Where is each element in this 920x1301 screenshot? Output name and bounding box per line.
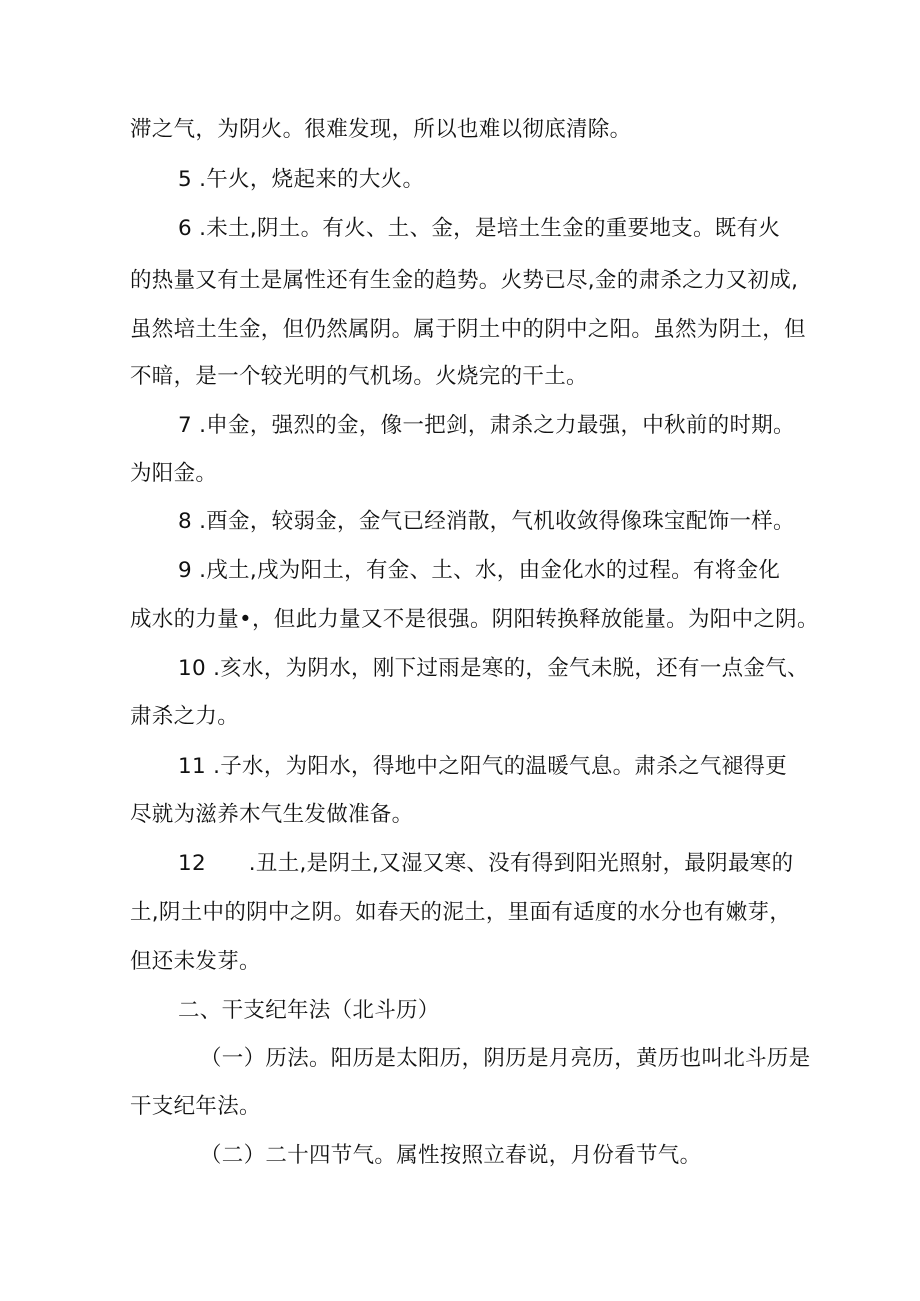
text-line: 成水的力量•，但此力量又不是很强。阴阳转换释放能量。为阳中之阴。 (130, 607, 819, 632)
list-item-8: 8 .酉金，较弱金，金气已经消散，气机收敛得像珠宝配饰一样。 (178, 509, 795, 534)
list-item-10: 10 .亥水，为阴水，刚下过雨是寒的，金气未脱，还有一点金气、 (178, 656, 809, 681)
list-item-12: 12 .丑土,是阴土,又湿又寒、没有得到阳光照射，最阴最寒的 (178, 851, 794, 876)
text-line: 为阳金。 (130, 461, 218, 486)
section-heading: 二、干支纪年法（北斗历） (178, 998, 440, 1023)
subsection-2: （二）二十四节气。属性按照立春说，月份看节气。 (200, 1143, 702, 1168)
list-item-5: 5 .午火，烧起来的大火。 (178, 167, 425, 192)
list-item-6: 6 .未土,阴土。有火、土、金，是培土生金的重要地支。既有火 (178, 216, 781, 241)
subsection-1: （一）历法。阳历是太阳历，阴历是月亮历，黄历也叫北斗历是 (200, 1046, 811, 1071)
text-line: 土,阴土中的阴中之阴。如春天的泥土，里面有适度的水分也有嫩芽， (130, 900, 792, 925)
list-item-11: 11 .子水，为阳水，得地中之阳气的温暖气息。肃杀之气褪得更 (178, 754, 788, 779)
list-item-9: 9 .戌土,戌为阳土，有金、土、水，由金化水的过程。有将金化 (178, 558, 781, 583)
text-line: 滞之气，为阴火。很难发现，所以也难以彻底清除。 (130, 117, 632, 142)
text-line: 不暗，是一个较光明的气机场。火烧完的干土。 (130, 364, 588, 389)
text-line: 干支纪年法。 (130, 1094, 261, 1119)
text-line: 但还未发芽。 (130, 949, 261, 974)
text-line: 肃杀之力。 (130, 704, 240, 729)
text-line: 尽就为滋养木气生发做准备。 (130, 802, 414, 827)
text-line: 虽然培土生金，但仍然属阴。属于阴土中的阴中之阳。虽然为阴土，但 (130, 317, 806, 342)
list-item-7: 7 .申金，强烈的金，像一把剑，肃杀之力最强，中秋前的时期。 (178, 413, 795, 438)
text-line: 的热量又有土是属性还有生金的趋势。火势已尽,金的肃杀之力又初成, (130, 268, 799, 293)
